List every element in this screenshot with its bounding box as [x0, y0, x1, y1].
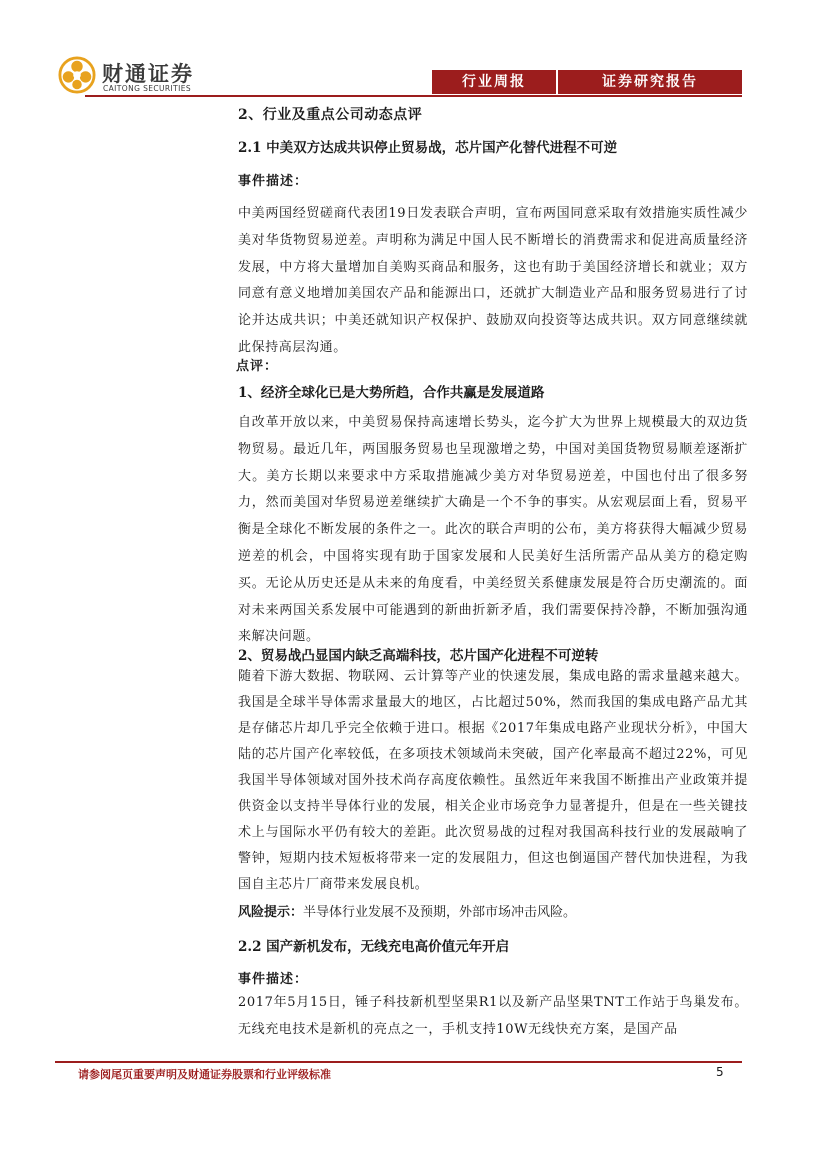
event-description: 中美两国经贸磋商代表团19日发表联合声明，宣布两国同意采取有效措施实质性减少美对华货物贸易逆差。声明称为满足中国人民不断增长的消费需求和促进高质量经济发展，中方将大量增加自美购买商品和服务，这也有助于美国经济增长和就业；双方同意有意义地增加美国农产品和能源出口，还就扩大制造业产品和服务贸易进行了讨论并达成共识；中美还就知识产权保护、鼓励双向投资等达成共识。双方同意继续就此保持高层沟通。 [238, 206, 748, 355]
logo-chinese-name: 财通证券 [102, 62, 194, 86]
risk-label: 风险提示： [238, 905, 304, 920]
company-logo [58, 56, 213, 98]
logo-english-name: CAITONG SECURITIES [103, 84, 192, 93]
header-divider [85, 95, 742, 97]
footer-notice: 请参阅尾页重要声明及财通证券股票和行业评级标准 [78, 1068, 331, 1081]
point-2-title: 2、贸易战凸显国内缺乏高端科技，芯片国产化进程不可逆转 [238, 648, 599, 664]
risk-text: 半导体行业发展不及预期，外部市场冲击风险。 [303, 905, 577, 920]
subsection-2-1-title: 2.1 中美双方达成共识停止贸易战，芯片国产化替代进程不可逆 [238, 140, 618, 156]
comment-label: 点评： [236, 359, 279, 374]
event-label-2: 事件描述： [238, 972, 309, 987]
page-number: 5 [716, 1065, 724, 1079]
header-tag-weekly: 行业周报 [432, 70, 556, 94]
subsection-2-2-title: 2.2 国产新机发布，无线充电高价值元年开启 [238, 939, 510, 955]
caitong-logo-icon [58, 56, 96, 94]
point-1-text: 自改革开放以来，中美贸易保持高速增长势头，迄今扩大为世界上规模最大的双边货物贸易。最近几年，两国服务贸易也呈现激增之势，中国对美国货物贸易顺差逐渐扩大。美方长期以来要求中方采取措施减少美方对华贸易逆差，中国也付出了很多努力，然而美国对华贸易逆差继续扩大确是一个不争的事实。从宏观层面上看，贸易平衡是全球化不断发展的条件之一。此次的联合声明的公布，美方将获得大幅减少贸易逆差的机会，中国将实现有助于国家发展和人民美好生活所需产品从美方的稳定购买。无论从历史还是从未来的角度看，中美经贸关系健康发展是符合历史潮流的。面对未来两国关系发展中可能遇到的新曲折新矛盾，我们需要保持冷静，不断加强沟通来解决问题。 [238, 415, 748, 645]
footer-divider [55, 1061, 742, 1063]
event-description-2: 2017年5月15日，锤子科技新机型坚果R1以及新产品坚果TNT工作站于鸟巢发布。无线充电技术是新机的亮点之一，手机支持10W无线快充方案，是国产品 [238, 995, 748, 1037]
risk-note [238, 901, 748, 920]
point-2-text: 随着下游大数据、物联网、云计算等产业的快速发展，集成电路的需求量越来越大。我国是全球半导体需求量最大的地区，占比超过50%，然而我国的集成电路产品尤其是存储芯片却几乎完全依赖于进口。根据《2017年集成电路产业现状分析》，中国大陆的芯片国产化率较低，在多项技术领域尚未突破，国产化率最高不超过22%，可见我国半导体领域对国外技术尚存高度依赖性。虽然近年来我国不断推出产业政策并提供资金以支持半导体行业的发展，相关企业市场竞争力显著提升，但是在一些关键技术上与国际水平仍有较大的差距。此次贸易战的过程对我国高科技行业的发展敲响了警钟，短期内技术短板将带来一定的发展阻力，但这也倒逼国产替代加快进程，为我国自主芯片厂商带来发展良机。 [238, 669, 748, 892]
event-label: 事件描述： [238, 174, 309, 189]
header-tag-report: 证券研究报告 [558, 70, 742, 94]
section-title: 2、行业及重点公司动态点评 [238, 107, 423, 123]
point-1-title: 1、经济全球化已是大势所趋，合作共赢是发展道路 [238, 385, 545, 401]
